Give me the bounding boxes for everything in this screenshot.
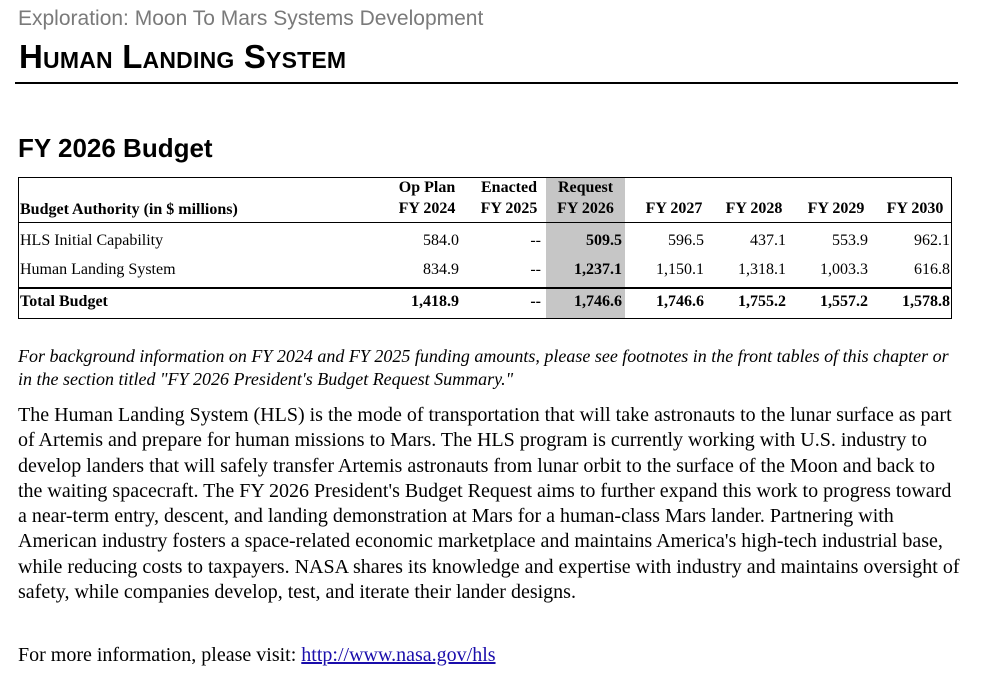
total-cell: -- (530, 293, 541, 310)
total-cell: 1,755.2 (738, 293, 786, 310)
section-heading: FY 2026 Budget (18, 133, 213, 163)
col-header-line2: FY 2028 (725, 200, 783, 217)
col-header-line2: FY 2025 (480, 200, 538, 217)
row-label: Human Landing System (20, 261, 176, 278)
more-info-prefix: For more information, please visit: (18, 644, 302, 666)
col-header-line2: FY 2024 (398, 200, 456, 217)
table-cell: 1,003.3 (820, 261, 868, 278)
table-cell: 616.8 (914, 261, 950, 278)
title-divider (15, 82, 958, 84)
col-header-line1: Enacted (481, 179, 537, 196)
table-cell: -- (530, 261, 541, 278)
total-label: Total Budget (20, 293, 108, 310)
description-paragraph: The Human Landing System (HLS) is the mode of transportation that will take astronauts to the lunar surface as part of Artemis and prepare for human missions to Mars. The HLS program is currently working with U.S. industry to develop landers that will safely transfer Artemis astronauts from lunar orbit to the surface of the Moon and back to the waiting spacecraft. The FY 2026 President's Budget Request aims to further expand this work to progress toward a near-term entry, descent, and landing demonstration at Mars for a human-class Mars lander. Partnering with American industry fosters a space-related economic marketplace and maintains America's high-tech industrial base, while reducing costs to taxpayers. NASA shares its knowledge and expertise with industry and maintains oversight of safety, while companies develop, test, and iterate their lander designs. (18, 404, 960, 604)
col-header-line2: FY 2026 (557, 200, 614, 217)
table-cell: 596.5 (668, 232, 704, 249)
table-cell: 509.5 (586, 232, 622, 249)
table-cell: 1,237.1 (574, 261, 622, 278)
row-label: HLS Initial Capability (20, 232, 164, 249)
total-divider (19, 287, 951, 289)
total-cell: 1,746.6 (574, 293, 622, 310)
col-header-line1: Request (557, 179, 614, 196)
col-header-line1: Op Plan (398, 179, 456, 196)
table-cell: 584.0 (423, 232, 459, 249)
header-divider (19, 222, 951, 223)
col-header-line2: FY 2030 (886, 200, 944, 217)
table-cell: 437.1 (750, 232, 786, 249)
total-cell: 1,418.9 (411, 293, 459, 310)
total-cell: 1,557.2 (820, 293, 868, 310)
breadcrumb: Exploration: Moon To Mars Systems Development (18, 7, 484, 30)
table-cell: 834.9 (423, 261, 459, 278)
more-info-link[interactable]: http://www.nasa.gov/hls (301, 644, 496, 666)
table-cell: 1,150.1 (656, 261, 704, 278)
total-cell: 1,746.6 (656, 293, 704, 310)
table-cell: 1,318.1 (738, 261, 786, 278)
funding-footnote: For background information on FY 2024 and FY 2025 funding amounts, please see footnotes in the front tables of this chapter or in the section titled "FY 2026 President's Budget Request Summary." (18, 346, 949, 389)
table-cell: -- (530, 232, 541, 249)
table-cell: 962.1 (914, 232, 950, 249)
col-header-line2: FY 2027 (645, 200, 703, 217)
page-title: Human Landing System (19, 38, 347, 75)
col-header-line2: FY 2029 (807, 200, 865, 217)
more-info-line (18, 644, 496, 667)
budget-table (18, 177, 952, 319)
total-cell: 1,578.8 (902, 293, 950, 310)
row-header: Budget Authority (in $ millions) (20, 201, 238, 218)
table-cell: 553.9 (832, 232, 868, 249)
